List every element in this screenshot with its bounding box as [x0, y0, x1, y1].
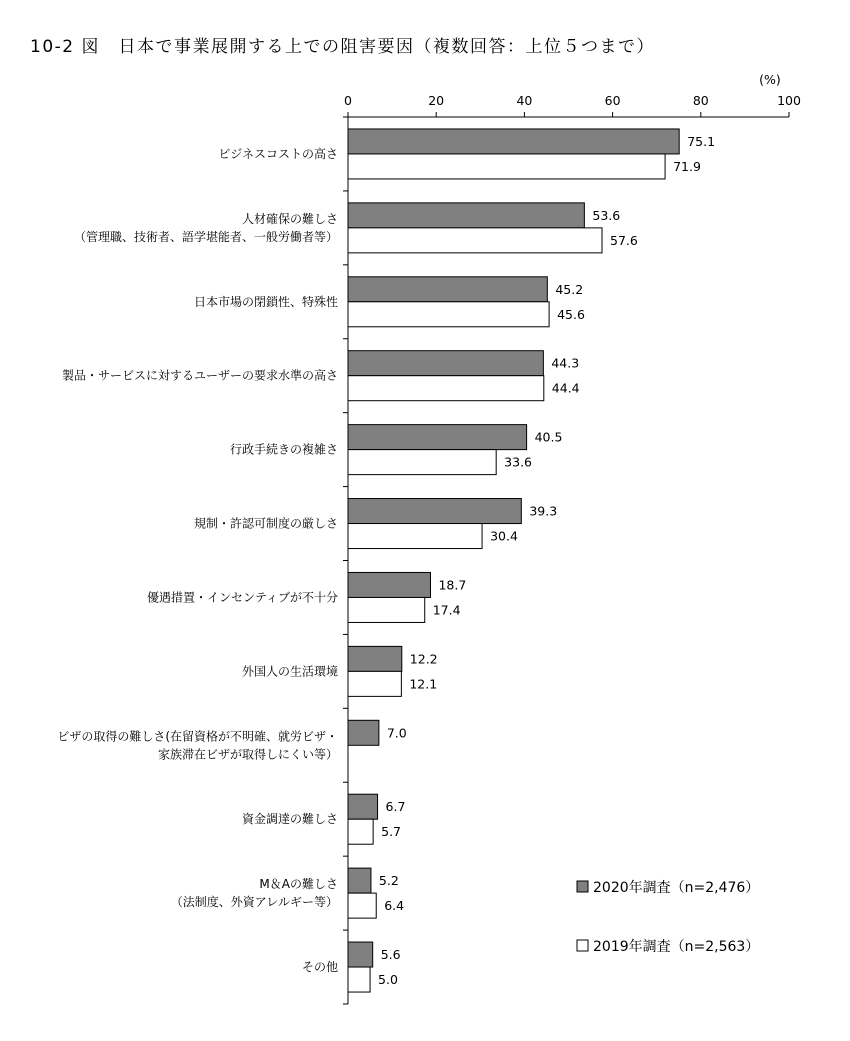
legend-swatch — [577, 940, 588, 951]
x-tick-label: 40 — [516, 93, 533, 108]
category-label: ビジネスコストの高さ — [218, 146, 338, 161]
data-label: 30.4 — [490, 528, 518, 544]
category-labels — [57, 146, 338, 974]
x-tick-label: 0 — [344, 93, 352, 108]
data-label: 18.7 — [438, 577, 467, 593]
category-label: 家族滞在ビザが取得しにくい等） — [157, 747, 338, 762]
bar-2020 — [348, 425, 527, 450]
data-label: 17.4 — [432, 602, 461, 618]
bar-2020 — [348, 794, 378, 819]
data-label: 39.3 — [529, 503, 558, 519]
bar-2019 — [348, 302, 549, 327]
data-label: 44.3 — [551, 355, 580, 371]
bar-2019 — [348, 450, 496, 475]
chart-title: 10-2 図 日本で事業展開する上での阻害要因（複数回答：上位５つまで） — [30, 37, 655, 57]
bar-2019 — [348, 671, 401, 696]
x-tick-label: 100 — [777, 93, 801, 108]
category-label: 優遇措置・インセンティブが不十分 — [146, 590, 338, 605]
data-label: 71.9 — [673, 158, 701, 174]
bars — [348, 129, 679, 992]
bar-2019 — [348, 376, 544, 401]
data-label: 5.7 — [381, 824, 402, 840]
legend — [577, 879, 759, 955]
bar-2020 — [348, 351, 543, 376]
bar-2020 — [348, 129, 679, 154]
data-label: 6.4 — [384, 898, 405, 914]
category-label: 日本市場の閉鎖性、特殊性 — [193, 294, 338, 309]
bar-2020 — [348, 942, 373, 967]
category-label: 外国人の生活環境 — [241, 664, 338, 679]
bar-2020 — [348, 720, 379, 745]
x-axis-ticks — [344, 93, 801, 117]
category-label: その他 — [301, 960, 338, 975]
data-label: 44.4 — [551, 380, 580, 396]
legend-swatch — [577, 881, 588, 892]
data-label: 45.2 — [555, 281, 584, 297]
bar-2019 — [348, 597, 425, 622]
category-label: 人材確保の難しさ — [241, 211, 338, 226]
data-label: 53.6 — [592, 207, 621, 223]
data-label: 6.7 — [385, 799, 406, 815]
data-label: 45.6 — [557, 306, 585, 322]
data-label: 75.1 — [687, 133, 716, 149]
bar-2019 — [348, 967, 370, 992]
legend-label: 2019年調査（n=2,563） — [593, 939, 760, 955]
bar-2020 — [348, 277, 547, 302]
bar-2019 — [348, 154, 665, 179]
data-label: 12.1 — [409, 676, 438, 692]
data-label: 40.5 — [534, 429, 563, 445]
unit-label: (%) — [759, 72, 781, 87]
data-label: 12.2 — [409, 651, 438, 667]
bar-2020 — [348, 646, 402, 671]
data-label: 57.6 — [610, 232, 638, 248]
x-tick-label: 80 — [692, 93, 709, 108]
category-label: （管理職、技術者、語学堪能者、一般労働者等） — [73, 229, 338, 244]
bar-2020 — [348, 499, 521, 524]
bar-2020 — [348, 203, 584, 228]
category-label: （法制度、外資アレルギー等） — [170, 895, 338, 910]
legend-label: 2020年調査（n=2,476） — [593, 880, 760, 896]
data-label: 7.0 — [386, 725, 407, 741]
data-label: 5.0 — [378, 972, 398, 988]
bar-2020 — [348, 572, 430, 597]
data-label: 5.6 — [380, 947, 401, 963]
data-label: 5.2 — [378, 873, 399, 889]
category-label: ビザの取得の難しさ(在留資格が不明確、就労ビザ・ — [57, 729, 338, 744]
category-label: 規制・許認可制度の厳しさ — [193, 516, 338, 531]
bar-2019 — [348, 893, 376, 918]
bar-2020 — [348, 868, 371, 893]
bar-2019 — [348, 228, 602, 253]
category-label: M＆Aの難しさ — [259, 877, 338, 892]
category-label: 資金調達の難しさ — [241, 812, 338, 827]
x-tick-label: 20 — [428, 93, 445, 108]
x-tick-label: 60 — [604, 93, 621, 108]
data-label: 33.6 — [504, 454, 533, 470]
category-label: 行政手続きの複雑さ — [229, 442, 338, 457]
value-labels — [378, 134, 715, 987]
bar-2019 — [348, 819, 373, 844]
category-label: 製品・サービスに対するユーザーの要求水準の高さ — [61, 368, 338, 383]
bar-2019 — [348, 524, 482, 549]
